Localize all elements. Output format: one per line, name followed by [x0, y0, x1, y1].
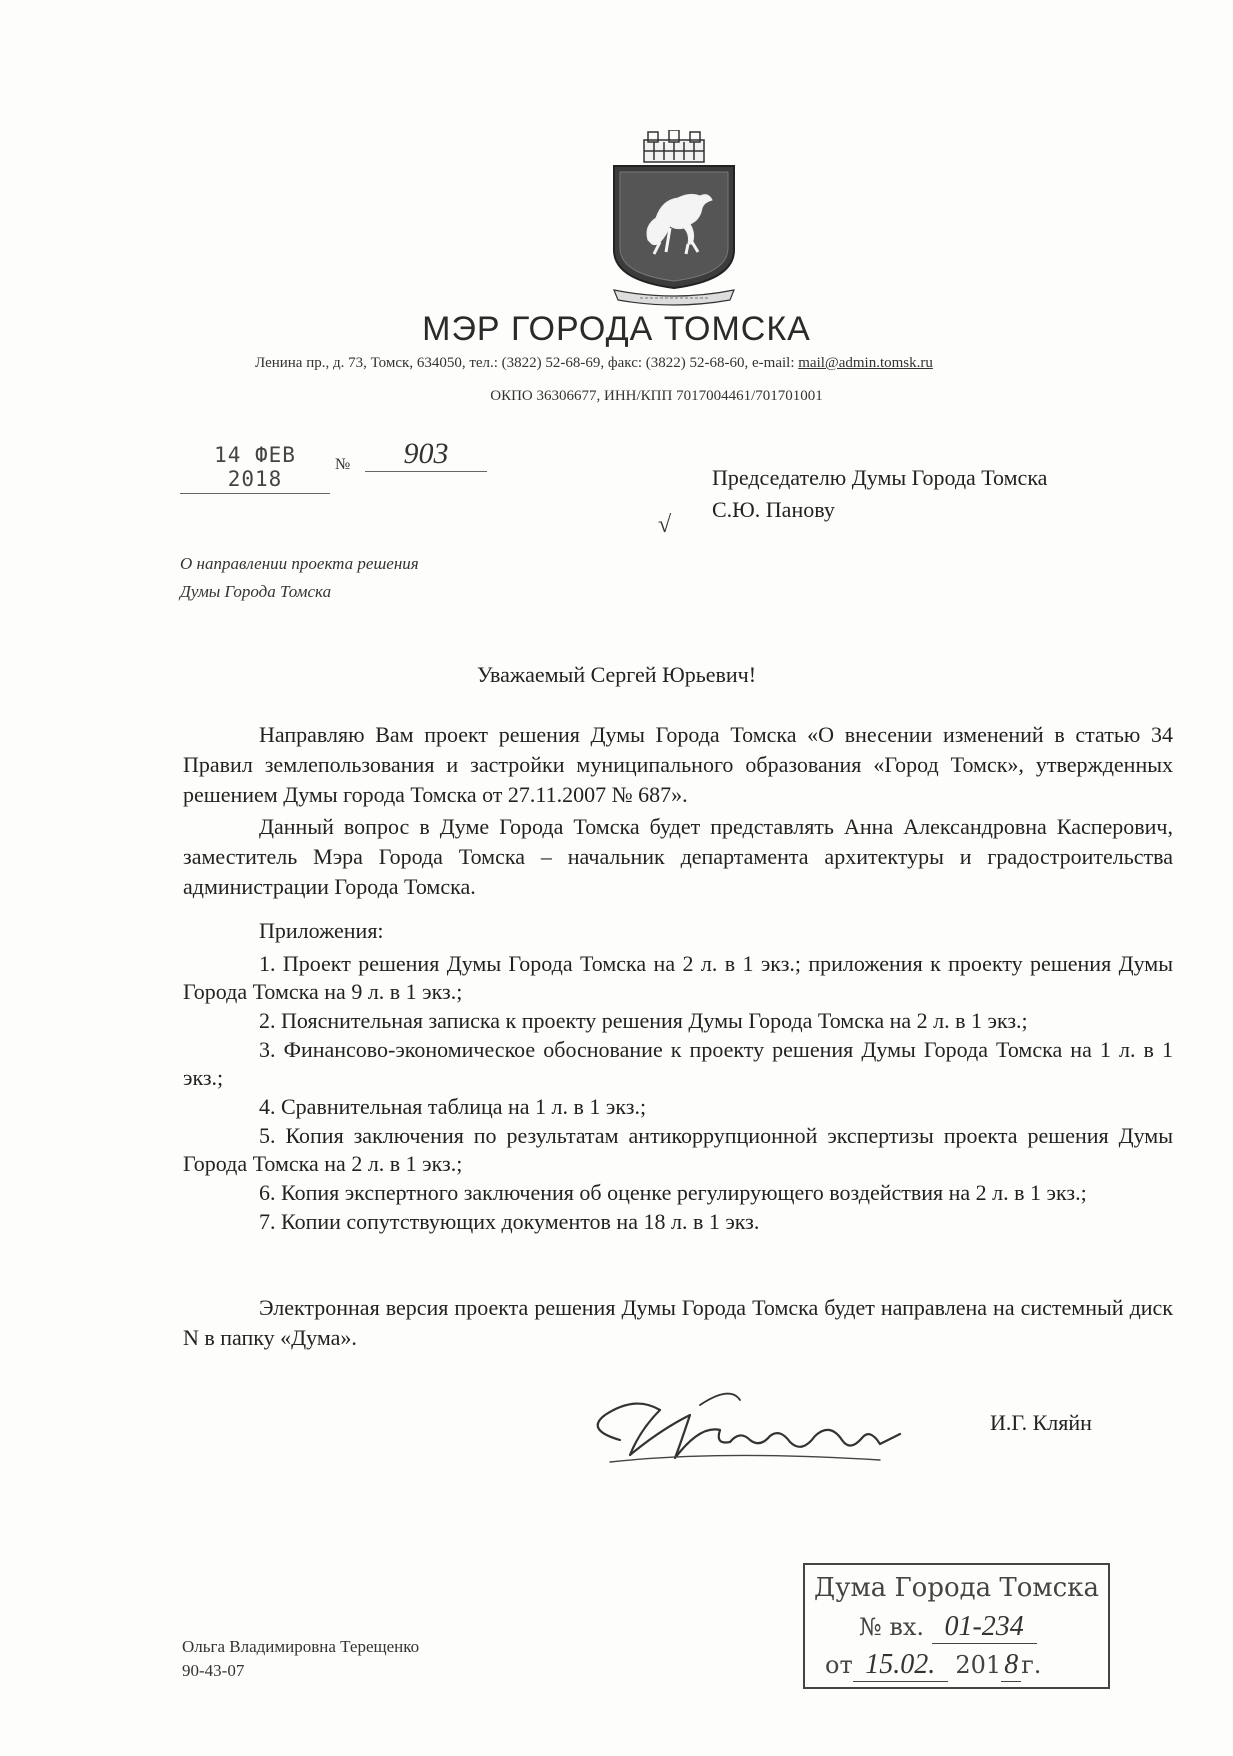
attachment-item: 7. Копии сопутствующих документов на 18 л. в 1 экз.	[259, 1209, 760, 1234]
signer-name: И.Г. Кляйн	[990, 1410, 1092, 1435]
org-title: МЭР ГОРОДА ТОМСКА	[422, 310, 811, 348]
addressee-name: С.Ю. Панову	[712, 497, 835, 522]
attachment-item: 6. Копия экспертного заключения об оценке регулирующего воздействия на 2 л. в 1 экз.;	[259, 1180, 1087, 1205]
salutation: Уважаемый Сергей Юрьевич!	[476, 662, 757, 687]
paragraph-text: Электронная версия проекта решения Думы Города Томска будет направлена на системный диск N в папку «Дума».	[183, 1295, 1173, 1350]
attachments-heading: Приложения:	[259, 918, 384, 943]
email-link[interactable]: mail@admin.tomsk.ru	[798, 355, 933, 371]
attachment-item: 5. Копия заключения по результатам антикоррупционной экспертизы проекта решения Думы Города Томска на 2 л. в 1 экз.;	[183, 1123, 1173, 1176]
attachment-item: 1. Проект решения Думы Города Томска на 2 л. в 1 экз.; приложения к проекту решения Думы Города Томска на 9 л. в 1 экз.;	[183, 951, 1173, 1004]
tomsk-coat-of-arms-icon	[604, 130, 744, 310]
stamp-year-suffix: 8	[1001, 1649, 1021, 1682]
subject-line-2: Думы Города Томска	[180, 582, 332, 601]
outgoing-number: 903	[365, 437, 487, 472]
org-codes: ОКПО 36306677, ИНН/КПП 7017004461/701701001	[490, 388, 823, 404]
attachment-item: 4. Сравнительная таблица на 1 л. в 1 экз.;	[259, 1094, 647, 1119]
subject-line-1: О направлении проекта решения	[180, 554, 419, 573]
executor-phone: 90-43-07	[182, 1661, 245, 1680]
stamp-in-label: № вх.	[859, 1613, 925, 1641]
attachment-item: 2. Пояснительная записка к проекту решения Думы Города Томска на 2 л. в 1 экз.;	[259, 1008, 1028, 1033]
number-sign: №	[335, 456, 351, 473]
stamp-date-prefix: от	[825, 1651, 853, 1679]
body-paragraph-2	[183, 812, 1173, 902]
letter-subject	[180, 550, 419, 606]
stamp-year-end: г.	[1021, 1651, 1042, 1679]
attachments-list	[183, 950, 1173, 1237]
stamp-title: Дума Города Томска	[814, 1573, 1099, 1603]
address-text: Ленина пр., д. 73, Томск, 634050, тел.: (3822) 52-68-69, факс: (3822) 52-68-60, e-mail:	[255, 355, 799, 371]
body-paragraph-electronic	[183, 1293, 1173, 1353]
attachment-item: 3. Финансово-экономическое обоснование к проекту решения Думы Города Томска на 1 л. в 1 экз.;	[183, 1037, 1173, 1090]
stamp-date-value: 15.02.	[853, 1649, 948, 1682]
executor-name: Ольга Владимировна Терещенко	[182, 1637, 420, 1656]
stamp-incoming-number	[859, 1611, 1037, 1644]
handwritten-signature-icon	[580, 1370, 920, 1480]
executor-block	[182, 1635, 419, 1683]
addressee-block	[712, 462, 1047, 526]
check-mark-icon: √	[658, 512, 672, 538]
registration-stamp	[803, 1563, 1110, 1689]
paragraph-text: Данный вопрос в Думе Города Томска будет представлять Анна Александровна Касперович, заместитель Мэра Города Томска – начальник департамента архитектуры и градостроительства администрации Города Томска.	[183, 814, 1173, 899]
org-address	[255, 355, 933, 372]
paragraph-text: Направляю Вам проект решения Думы Города Томска «О внесении изменений в статью 34 Правил землепользования и застройки муниципального образования «Город Томск», утвержденных решением Думы города Томска от 27.11.2007 № 687».	[183, 722, 1173, 807]
outgoing-date-stamp: 14 ФЕВ 2018	[180, 443, 330, 494]
stamp-date	[825, 1649, 1041, 1682]
stamp-year-prefix: 201	[955, 1651, 1002, 1679]
body-paragraph-1	[183, 720, 1173, 810]
stamp-in-number: 01-234	[932, 1611, 1037, 1644]
addressee-position: Председателю Думы Города Томска	[712, 465, 1048, 490]
